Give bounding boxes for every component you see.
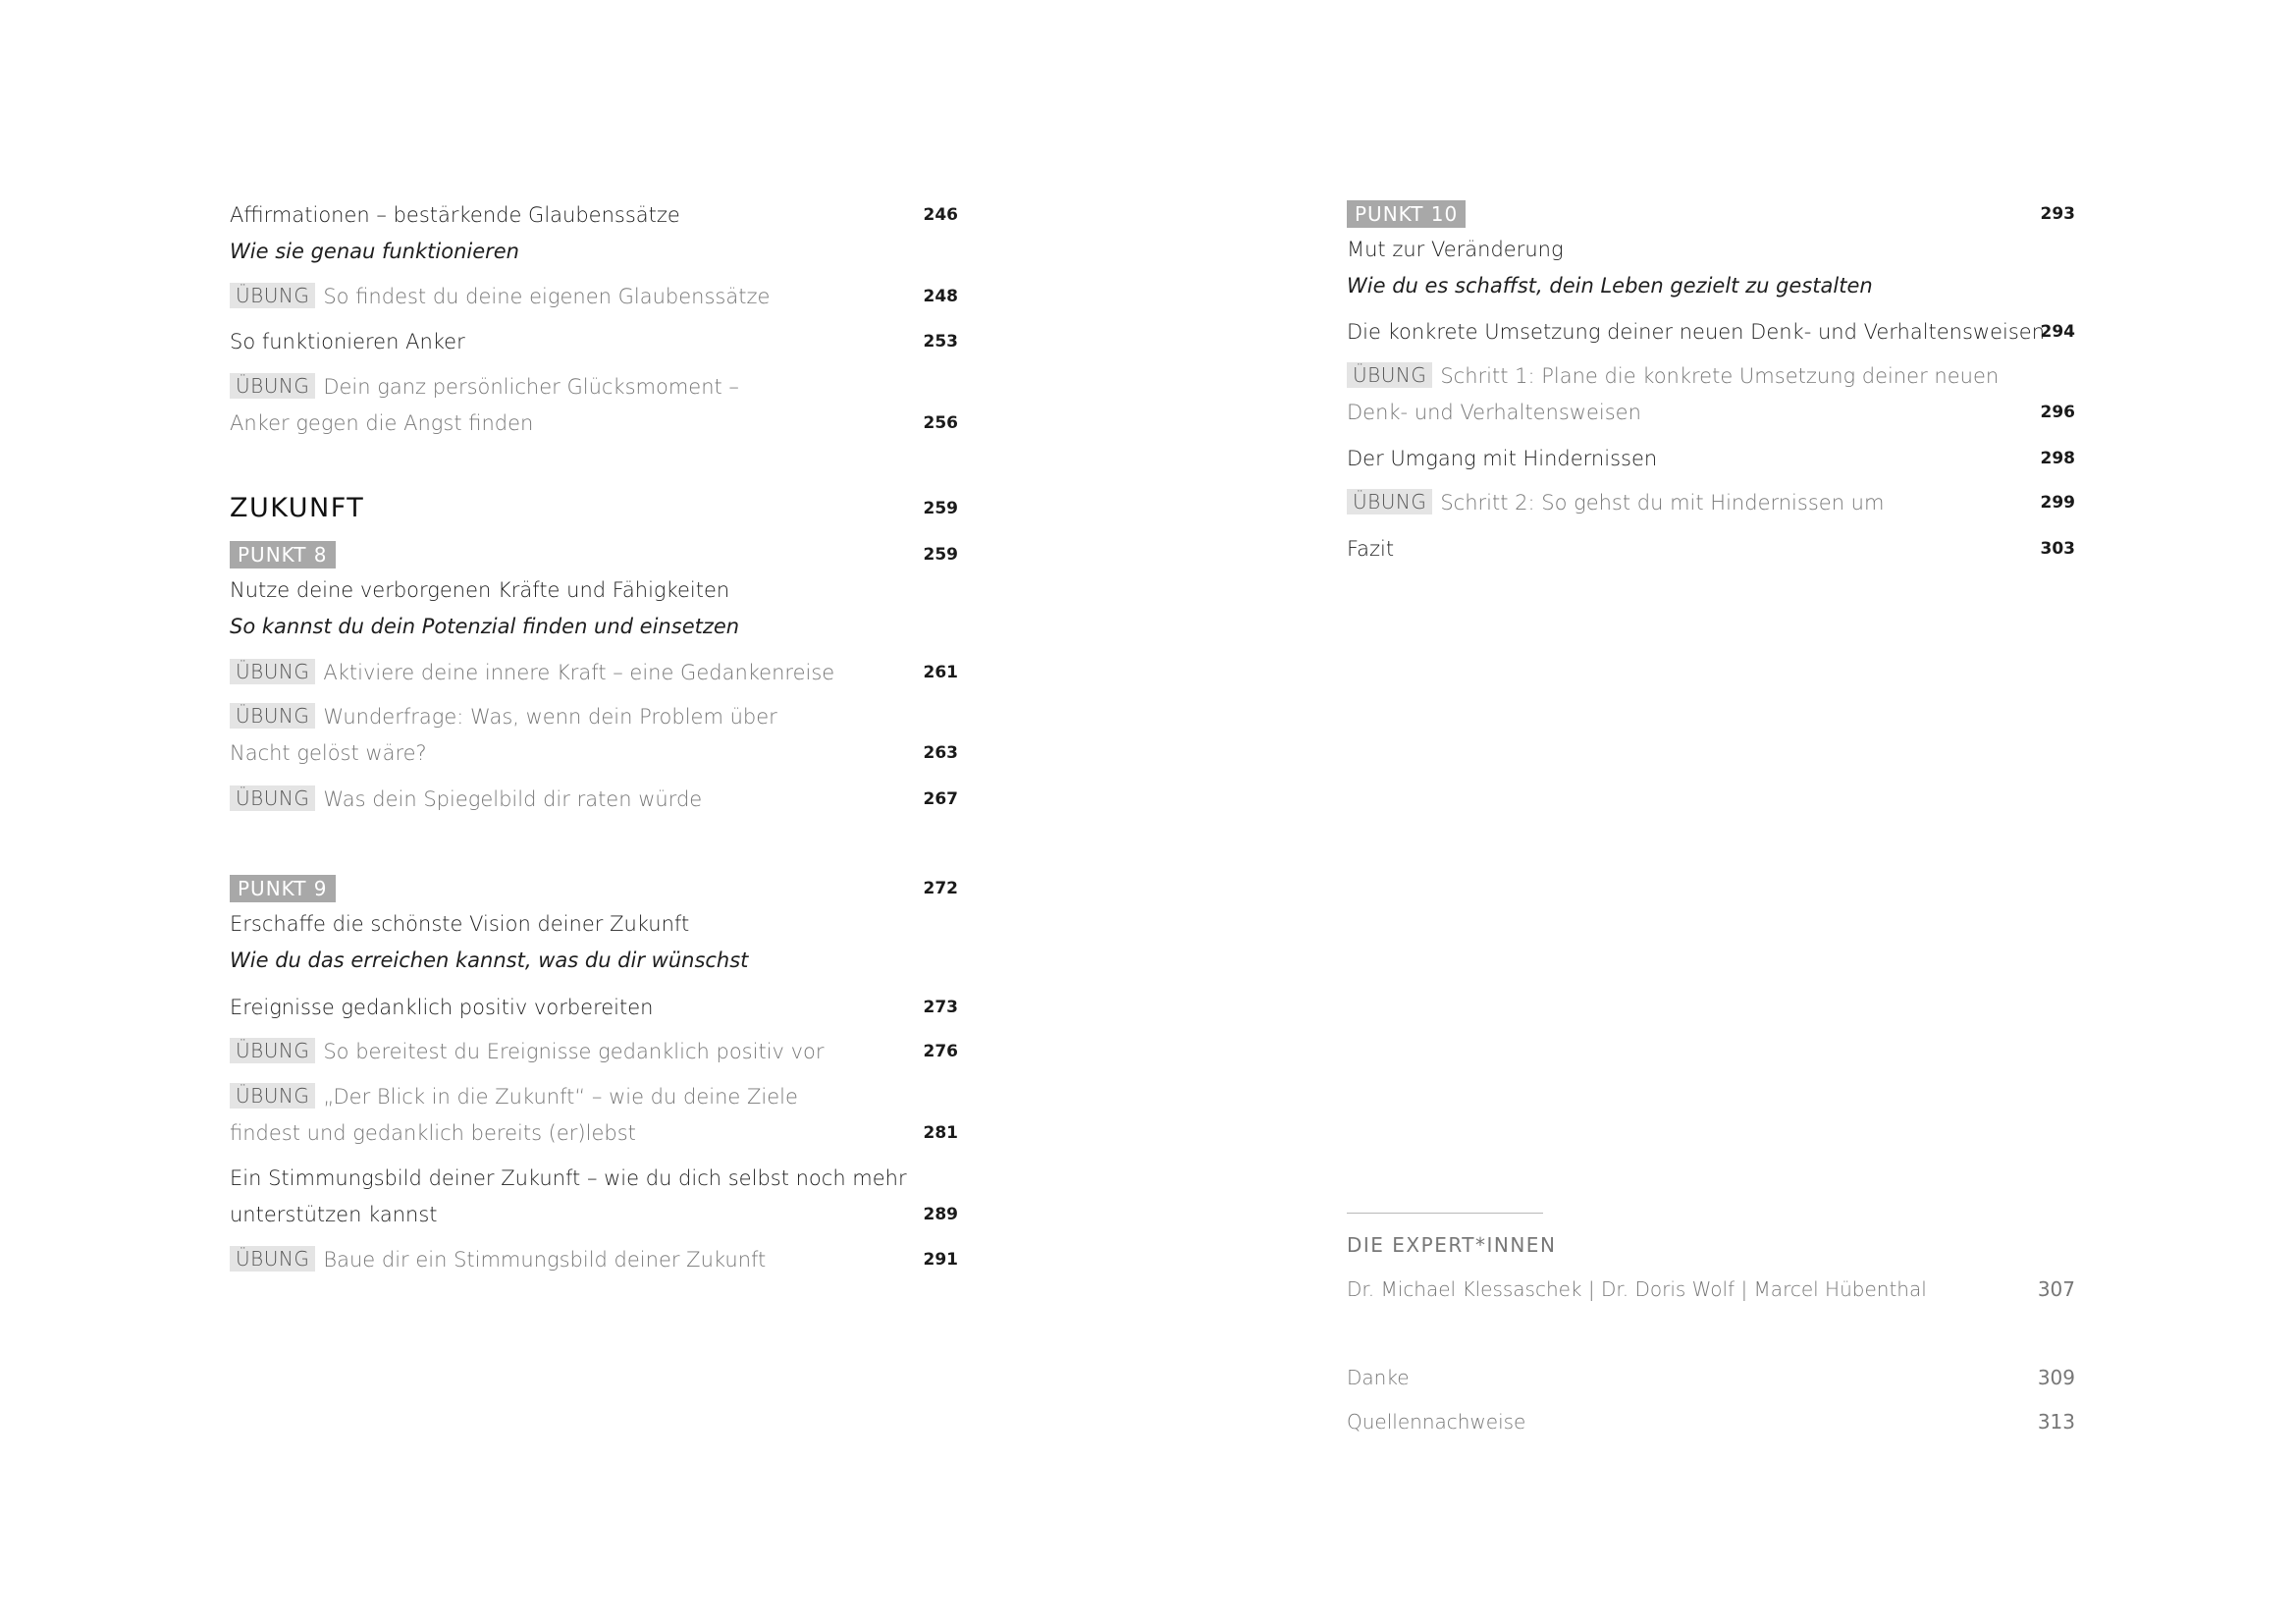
toc-exercise-wunderfrage [230,699,958,734]
punkt-badge: PUNKT 8 [230,541,336,568]
uebung-badge: ÜBUNG [230,1246,315,1272]
toc-entry-experten [1347,1272,2075,1307]
experts-names: Dr. Michael Klessaschek | Dr. Doris Wolf | Marcel Hübenthal [1347,1277,1927,1301]
toc-entry-title: Fazit [1347,537,1395,561]
toc-exercise-text: Dein ganz persönlicher Glücksmoment – [323,375,739,399]
toc-entry-title-row [230,906,958,942]
toc-entry-title: Affirmationen – bestärkende Glaubenssätze [230,203,680,227]
uebung-badge: ÜBUNG [230,703,315,729]
toc-exercise-gluecksmoment [230,369,958,405]
toc-page-number: 294 [2040,322,2075,342]
uebung-badge: ÜBUNG [230,1083,315,1109]
toc-exercise-text: Aktiviere deine innere Kraft – eine Gedankenreise [323,661,835,684]
toc-exercise-line [230,1242,766,1277]
uebung-badge: ÜBUNG [230,659,315,684]
toc-page-number: 296 [2040,403,2075,422]
uebung-badge: ÜBUNG [230,785,315,811]
toc-subtitle-text: So kannst du dein Potenzial finden und einsetzen [230,615,740,638]
toc-exercise-text: Nacht gelöst wäre? [230,741,427,765]
experts-heading-row [1347,1227,2075,1263]
toc-page-number: 313 [2037,1410,2075,1434]
toc-exercise-text: Anker gegen die Angst finden [230,411,534,435]
toc-entry-title: Ein Stimmungsbild deiner Zukunft – wie du dich selbst noch mehr [230,1166,907,1190]
toc-page-number: 291 [923,1250,958,1270]
toc-subtitle-text: Wie du es schaffst, dein Leben gezielt zu gestalten [1347,274,1873,298]
toc-exercise-text: Schritt 2: So gehst du mit Hindernissen um [1440,491,1885,514]
toc-subtitle-text: Wie du das erreichen kannst, was du dir wünschst [230,948,749,972]
toc-entry-title: Die konkrete Umsetzung deiner neuen Denk- und Verhaltensweisen [1347,320,2046,344]
toc-exercise-kraft [230,655,958,690]
toc-exercise-text: So findest du deine eigenen Glaubenssätze [323,285,771,308]
toc-entry-subtitle [230,609,958,644]
toc-page-number: 267 [923,789,958,809]
toc-entry-ereignisse [230,990,958,1025]
toc-exercise-line [230,699,777,734]
uebung-badge: ÜBUNG [230,373,315,399]
toc-exercise-line [1347,358,1999,394]
toc-exercise-text: Denk- und Verhaltensweisen [1347,401,1641,424]
toc-exercise-continuation [230,735,958,771]
uebung-badge: ÜBUNG [1347,362,1432,388]
uebung-badge: ÜBUNG [230,1038,315,1063]
toc-entry-stimmungsbild [230,1161,958,1196]
toc-entry-title-row [1347,232,2075,267]
toc-page-number: 248 [923,287,958,306]
toc-exercise-line [230,782,702,817]
toc-exercise-schritt2 [1347,485,2075,520]
uebung-badge: ÜBUNG [1347,489,1432,514]
toc-entry-title: Der Umgang mit Hindernissen [1347,447,1658,470]
toc-exercise-schritt1 [1347,358,2075,394]
toc-exercise-text: „Der Blick in die Zukunft“ – wie du deine Ziele [323,1085,798,1109]
toc-subtitle-text: Wie sie genau funktionieren [230,240,519,263]
section-heading: ZUKUNFT [230,493,365,523]
toc-page-number: 276 [923,1042,958,1061]
toc-exercise-continuation [230,406,958,441]
toc-page-number: 263 [923,743,958,763]
toc-punkt-8 [230,537,958,572]
toc-page-number: 246 [923,205,958,225]
toc-exercise-ereignisse [230,1034,958,1069]
toc-exercise-line [230,1079,798,1114]
toc-page-number: 307 [2037,1277,2075,1301]
toc-entry-title: Quellennachweise [1347,1410,1526,1434]
toc-punkt-10 [1347,196,2075,232]
toc-entry-hindernisse [1347,441,2075,476]
toc-page-number: 259 [923,499,958,518]
experts-heading: DIE EXPERT*INNEN [1347,1233,1557,1257]
toc-entry-title: Nutze deine verborgenen Kräfte und Fähigkeiten [230,578,730,602]
toc-entry-title: Mut zur Veränderung [1347,238,1564,261]
uebung-badge: ÜBUNG [230,283,315,308]
toc-exercise-line [230,655,834,690]
toc-page-number: 259 [923,545,958,565]
toc-entry-title: Danke [1347,1366,1410,1389]
toc-page-number: 293 [2040,204,2075,224]
toc-page-number: 298 [2040,449,2075,468]
toc-exercise-line [230,1034,825,1069]
toc-exercise-continuation [1347,395,2075,430]
toc-exercise-text: findest und gedanklich bereits (er)lebst [230,1121,636,1145]
toc-page-number: 253 [923,332,958,352]
toc-page-number: 272 [923,879,958,898]
toc-exercise-blick [230,1079,958,1114]
toc-page-number: 261 [923,663,958,682]
toc-entry-continuation [230,1197,958,1232]
toc-page-number: 256 [923,413,958,433]
toc-page-number: 273 [923,998,958,1017]
experts-divider [1347,1213,1543,1214]
toc-entry-anker [230,324,958,359]
toc-page-number: 309 [2037,1366,2075,1389]
toc-exercise-line [230,279,770,314]
toc-exercise-line [230,369,739,405]
toc-entry-umsetzung [1347,314,2075,350]
toc-entry-danke [1347,1360,2075,1395]
toc-entry-title: Erschaffe die schönste Vision deiner Zukunft [230,912,690,936]
toc-exercise-text: Wunderfrage: Was, wenn dein Problem über [323,705,777,729]
toc-entry-fazit [1347,531,2075,567]
toc-entry-title: unterstützen kannst [230,1203,438,1226]
toc-exercise-text: So bereitest du Ereignisse gedanklich positiv vor [323,1040,825,1063]
toc-exercise-text: Was dein Spiegelbild dir raten würde [323,787,703,811]
toc-exercise-glaubenssaetze [230,279,958,314]
toc-exercise-text: Schritt 1: Plane die konkrete Umsetzung deiner neuen [1440,364,2000,388]
toc-entry-subtitle [1347,268,2075,303]
toc-entry-title-row [230,572,958,608]
toc-exercise-line [1347,485,1884,520]
toc-page-number: 281 [923,1123,958,1143]
toc-entry-subtitle [230,943,958,978]
punkt-badge: PUNKT 10 [1347,200,1466,228]
toc-entry-quellen [1347,1404,2075,1439]
toc-exercise-stimmungsbild [230,1242,958,1277]
toc-page-number: 299 [2040,493,2075,513]
toc-page-number: 289 [923,1205,958,1224]
toc-section-zukunft [230,491,958,526]
toc-entry-title: Ereignisse gedanklich positiv vorbereiten [230,996,654,1019]
toc-entry-subtitle [230,234,958,269]
toc-exercise-spiegelbild [230,782,958,817]
toc-entry-title: So funktionieren Anker [230,330,465,353]
toc-exercise-text: Baue dir ein Stimmungsbild deiner Zukunft [323,1248,767,1272]
toc-entry-affirmationen [230,197,958,233]
toc-exercise-continuation [230,1115,958,1151]
toc-page-number: 303 [2040,539,2075,559]
toc-punkt-9 [230,871,958,906]
punkt-badge: PUNKT 9 [230,875,336,902]
